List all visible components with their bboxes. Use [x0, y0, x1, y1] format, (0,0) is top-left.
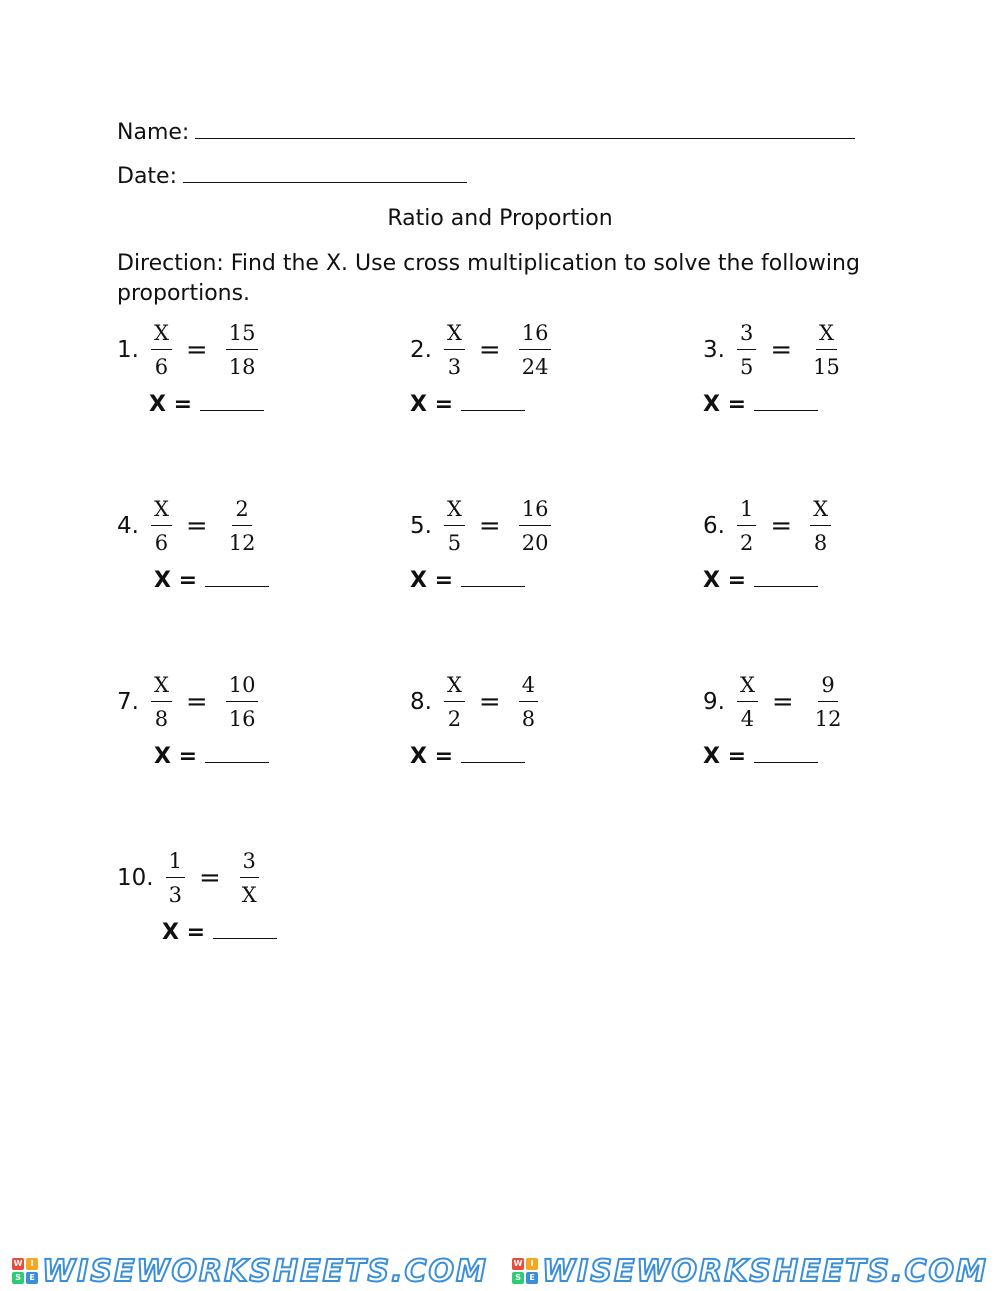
- answer-label: X =: [162, 920, 206, 945]
- name-blank[interactable]: [195, 118, 855, 139]
- footer-watermark: [0, 1252, 1000, 1290]
- equals-sign: =: [478, 687, 501, 717]
- answer-label: X =: [149, 392, 193, 417]
- problem-number: 10.: [117, 865, 154, 891]
- brand-text: WISEWORKSHEETS.COM: [42, 1253, 488, 1289]
- equals-sign: =: [770, 335, 793, 365]
- problem-number: 7.: [117, 689, 139, 715]
- answer-label: X =: [410, 744, 454, 769]
- equals-sign: =: [478, 511, 501, 541]
- problem-number: 8.: [410, 689, 432, 715]
- answer-blank[interactable]: [205, 744, 269, 763]
- problem-number: 5.: [410, 513, 432, 539]
- problem-number: 6.: [703, 513, 725, 539]
- brand-text: WISEWORKSHEETS.COM: [542, 1253, 988, 1289]
- answer-label: X =: [703, 744, 747, 769]
- left-fraction: $\frac{3}{5}$: [737, 320, 756, 380]
- name-field[interactable]: [117, 118, 855, 147]
- left-fraction: $\frac{1}{2}$: [737, 496, 756, 556]
- problem-number: 9.: [703, 689, 725, 715]
- answer-label: X =: [410, 392, 454, 417]
- equals-sign: =: [198, 863, 221, 893]
- left-fraction: $\frac{X}{5}$: [444, 496, 465, 556]
- equals-sign: =: [770, 511, 793, 541]
- problem-number: 4.: [117, 513, 139, 539]
- answer-label: X =: [154, 568, 198, 593]
- answer-field[interactable]: [149, 392, 264, 417]
- right-fraction: $\frac{2}{12}$: [228, 497, 256, 555]
- right-fraction: $\frac{16}{20}$: [519, 496, 552, 556]
- logo-icon: W I S E: [12, 1258, 38, 1284]
- equals-sign: =: [478, 335, 501, 365]
- answer-blank[interactable]: [205, 568, 269, 587]
- answer-blank[interactable]: [213, 920, 277, 939]
- brand-logo: [512, 1254, 988, 1289]
- answer-label: X =: [703, 568, 747, 593]
- left-fraction: $\frac{X}{8}$: [151, 672, 172, 732]
- answer-field[interactable]: [410, 744, 525, 769]
- right-fraction: $\frac{X}{15}$: [813, 321, 840, 379]
- right-fraction: $\frac{9}{12}$: [814, 673, 842, 731]
- right-fraction: $\frac{4}{8}$: [519, 672, 538, 732]
- answer-label: X =: [154, 744, 198, 769]
- answer-blank[interactable]: [461, 392, 525, 411]
- date-label: Date:: [117, 164, 177, 189]
- left-fraction: $\frac{X}{6}$: [151, 320, 172, 380]
- equals-sign: =: [771, 687, 794, 717]
- answer-blank[interactable]: [200, 392, 264, 411]
- answer-label: X =: [410, 568, 454, 593]
- brand-logo: [12, 1254, 488, 1289]
- answer-field[interactable]: [154, 744, 269, 769]
- worksheet-title: Ratio and Proportion: [387, 206, 613, 231]
- equals-sign: =: [185, 511, 208, 541]
- answer-field[interactable]: [410, 568, 525, 593]
- answer-blank[interactable]: [754, 392, 818, 411]
- answer-blank[interactable]: [754, 744, 818, 763]
- right-fraction: $\frac{10}{16}$: [226, 672, 259, 732]
- right-fraction: $\frac{15}{18}$: [226, 320, 259, 380]
- direction-text: Direction: Find the X. Use cross multiplication to solve the following proportions.: [117, 251, 860, 306]
- left-fraction: $\frac{X}{2}$: [444, 672, 465, 732]
- answer-field[interactable]: [154, 568, 269, 593]
- problem-number: 1.: [117, 337, 139, 363]
- right-fraction: $\frac{X}{8}$: [810, 496, 831, 556]
- left-fraction: $\frac{1}{3}$: [166, 848, 185, 908]
- right-fraction: $\frac{16}{24}$: [519, 320, 552, 380]
- answer-field[interactable]: [703, 392, 818, 417]
- logo-icon: W I S E: [512, 1258, 538, 1284]
- left-fraction: $\frac{X}{3}$: [444, 320, 465, 380]
- left-fraction: $\frac{X}{4}$: [737, 672, 758, 732]
- answer-field[interactable]: [162, 920, 277, 945]
- answer-field[interactable]: [703, 744, 818, 769]
- date-blank[interactable]: [183, 162, 467, 183]
- name-label: Name:: [117, 120, 190, 145]
- left-fraction: $\frac{X}{6}$: [151, 496, 172, 556]
- answer-field[interactable]: [703, 568, 818, 593]
- right-fraction: $\frac{3}{X}$: [239, 848, 260, 908]
- answer-blank[interactable]: [461, 744, 525, 763]
- answer-label: X =: [703, 392, 747, 417]
- problem-number: 2.: [410, 337, 432, 363]
- answer-field[interactable]: [410, 392, 525, 417]
- answer-blank[interactable]: [754, 568, 818, 587]
- equals-sign: =: [185, 687, 208, 717]
- date-field[interactable]: [117, 162, 467, 191]
- answer-blank[interactable]: [461, 568, 525, 587]
- equals-sign: =: [185, 335, 208, 365]
- problem-number: 3.: [703, 337, 725, 363]
